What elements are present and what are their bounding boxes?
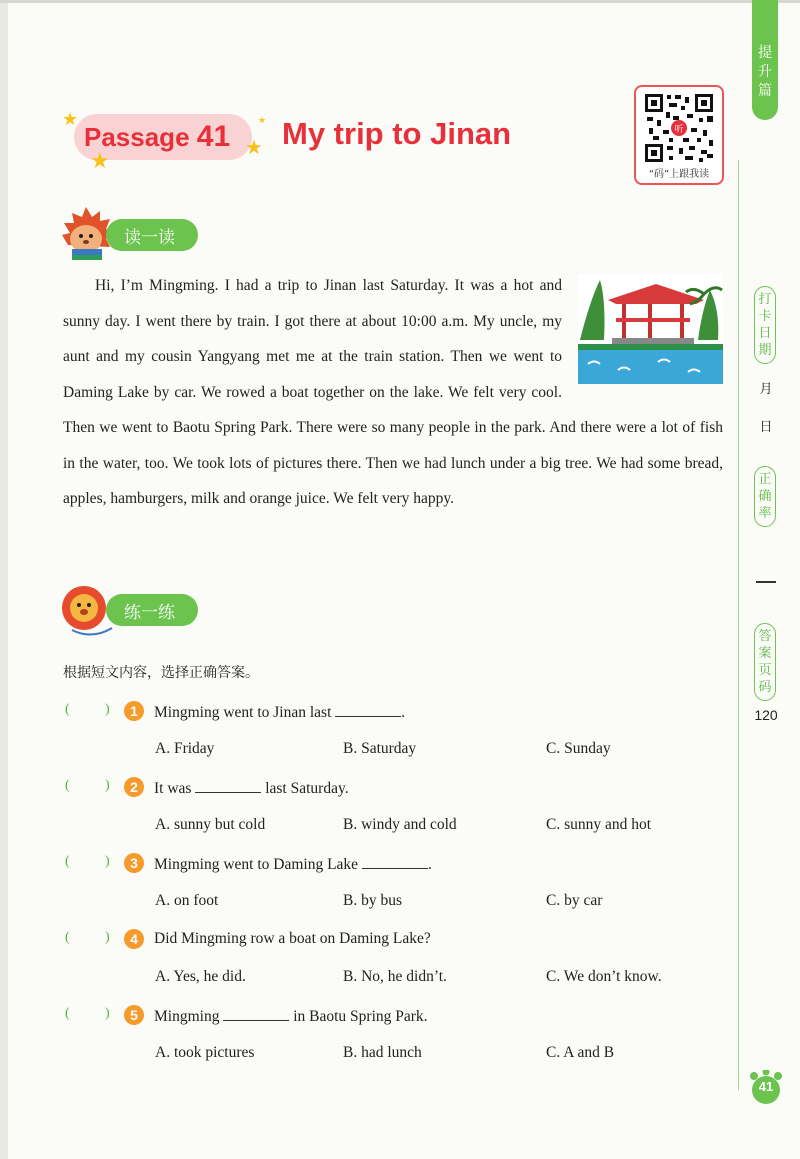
answer-paren-close[interactable]: ) bbox=[105, 702, 110, 717]
answer-paren-open[interactable]: ( bbox=[65, 702, 70, 717]
option-c[interactable]: C. We don’t know. bbox=[546, 968, 662, 985]
answer-paren-close[interactable]: ) bbox=[105, 1006, 110, 1021]
passage-word: Passage bbox=[84, 122, 190, 152]
option-a[interactable]: A. took pictures bbox=[155, 1044, 255, 1061]
read-section-label: 读一读 bbox=[124, 228, 175, 248]
question-stem: Mingming went to Jinan last . bbox=[154, 704, 406, 721]
star-icon: ★ bbox=[90, 148, 110, 173]
question-number: 5 bbox=[124, 1005, 144, 1025]
read-section-badge bbox=[58, 205, 208, 265]
answer-blank bbox=[223, 1006, 289, 1021]
month-label: 月 bbox=[759, 382, 773, 397]
page-number-badge bbox=[748, 1070, 784, 1106]
passage-number bbox=[84, 120, 230, 154]
question-2 bbox=[63, 778, 723, 848]
option-a[interactable]: A. on foot bbox=[155, 892, 219, 909]
practice-section-label: 练一练 bbox=[124, 603, 175, 623]
option-b[interactable]: B. had lunch bbox=[343, 1044, 422, 1061]
option-a[interactable]: A. Friday bbox=[155, 740, 215, 757]
option-a[interactable]: A. Yes, he did. bbox=[155, 968, 246, 985]
section-tab-label: 提升篇 bbox=[758, 45, 772, 99]
practice-section-badge bbox=[58, 580, 208, 640]
qr-caption: “码”上跟我读 bbox=[648, 169, 710, 180]
read-section-pill bbox=[106, 219, 198, 251]
practice-section-pill bbox=[106, 594, 198, 626]
question-number: 3 bbox=[124, 853, 144, 873]
qr-code-icon bbox=[643, 92, 715, 164]
option-b[interactable]: B. by bus bbox=[343, 892, 402, 909]
answer-blank bbox=[335, 702, 401, 717]
day-label: 日 bbox=[759, 420, 773, 435]
practice-instruction: 根据短文内容，选择正确答案。 bbox=[63, 665, 259, 681]
answer-paren-open[interactable]: ( bbox=[65, 1006, 70, 1021]
answer-paren-close[interactable]: ) bbox=[105, 778, 110, 793]
option-a[interactable]: A. sunny but cold bbox=[155, 816, 266, 833]
option-b[interactable]: B. windy and cold bbox=[343, 816, 457, 833]
option-b[interactable]: B. Saturday bbox=[343, 740, 417, 757]
accuracy-blank bbox=[756, 581, 776, 583]
question-number: 4 bbox=[124, 929, 144, 949]
question-stem: Mingming went to Daming Lake . bbox=[154, 856, 432, 873]
qr-code[interactable] bbox=[634, 85, 724, 185]
option-c[interactable]: C. Sunday bbox=[546, 740, 611, 757]
rail-divider bbox=[738, 160, 739, 1090]
option-c[interactable]: C. A and B bbox=[546, 1044, 615, 1061]
question-5 bbox=[63, 1006, 723, 1076]
question-1 bbox=[63, 702, 723, 772]
answer-page-label: 答案页码 bbox=[754, 623, 776, 701]
page-number: 41 bbox=[758, 1079, 774, 1094]
section-tab bbox=[752, 0, 778, 120]
star-icon: ★ bbox=[258, 115, 267, 125]
answer-page-number: 120 bbox=[754, 707, 778, 723]
pavilion-illustration bbox=[578, 274, 723, 384]
passage-title bbox=[62, 108, 622, 173]
top-border bbox=[0, 0, 800, 3]
answer-blank bbox=[195, 778, 261, 793]
passage-num: 41 bbox=[196, 120, 231, 153]
question-3 bbox=[63, 854, 723, 924]
checkin-date-label: 打卡日期 bbox=[754, 286, 776, 364]
answer-paren-open[interactable]: ( bbox=[65, 930, 70, 945]
reading-passage bbox=[63, 268, 723, 517]
question-4 bbox=[63, 930, 723, 1000]
passage-paragraph: Hi, I’m Mingming. I had a trip to Jinan last Saturday. It was a hot and sunny day. I went there by train. I got there at about 10:00 a.m. My uncle, my aunt and my cousin Yangyang met me at the train station. Then we went to Daming Lake by car. We rowed a boat together on the lake. We felt very cool. Then we went to Baotu Spring Park. There were so many people in the park. And there were a lot of fish in the water, too. We took lots of pictures there. Then we had lunch under a big tree. We had some bread, apples, hamburgers, milk and orange juice. We felt very happy. bbox=[63, 277, 723, 507]
question-number: 2 bbox=[124, 777, 144, 797]
question-stem: Did Mingming row a boat on Daming Lake? bbox=[154, 930, 431, 947]
question-number: 1 bbox=[124, 701, 144, 721]
star-icon: ★ bbox=[62, 109, 79, 129]
answer-paren-open[interactable]: ( bbox=[65, 778, 70, 793]
option-c[interactable]: C. by car bbox=[546, 892, 603, 909]
option-b[interactable]: B. No, he didn’t. bbox=[343, 968, 447, 985]
page-title: My trip to Jinan bbox=[282, 116, 512, 151]
accuracy-label: 正确率 bbox=[754, 466, 776, 527]
answer-blank bbox=[362, 854, 428, 869]
qr-badge: 听 bbox=[674, 125, 684, 135]
page-edge bbox=[0, 0, 8, 1159]
option-c[interactable]: C. sunny and hot bbox=[546, 816, 652, 833]
answer-paren-open[interactable]: ( bbox=[65, 854, 70, 869]
answer-paren-close[interactable]: ) bbox=[105, 930, 110, 945]
star-icon: ★ bbox=[245, 137, 263, 159]
answer-paren-close[interactable]: ) bbox=[105, 854, 110, 869]
question-stem: Mingming in Baotu Spring Park. bbox=[154, 1008, 428, 1025]
question-stem: It was last Saturday. bbox=[154, 780, 349, 797]
